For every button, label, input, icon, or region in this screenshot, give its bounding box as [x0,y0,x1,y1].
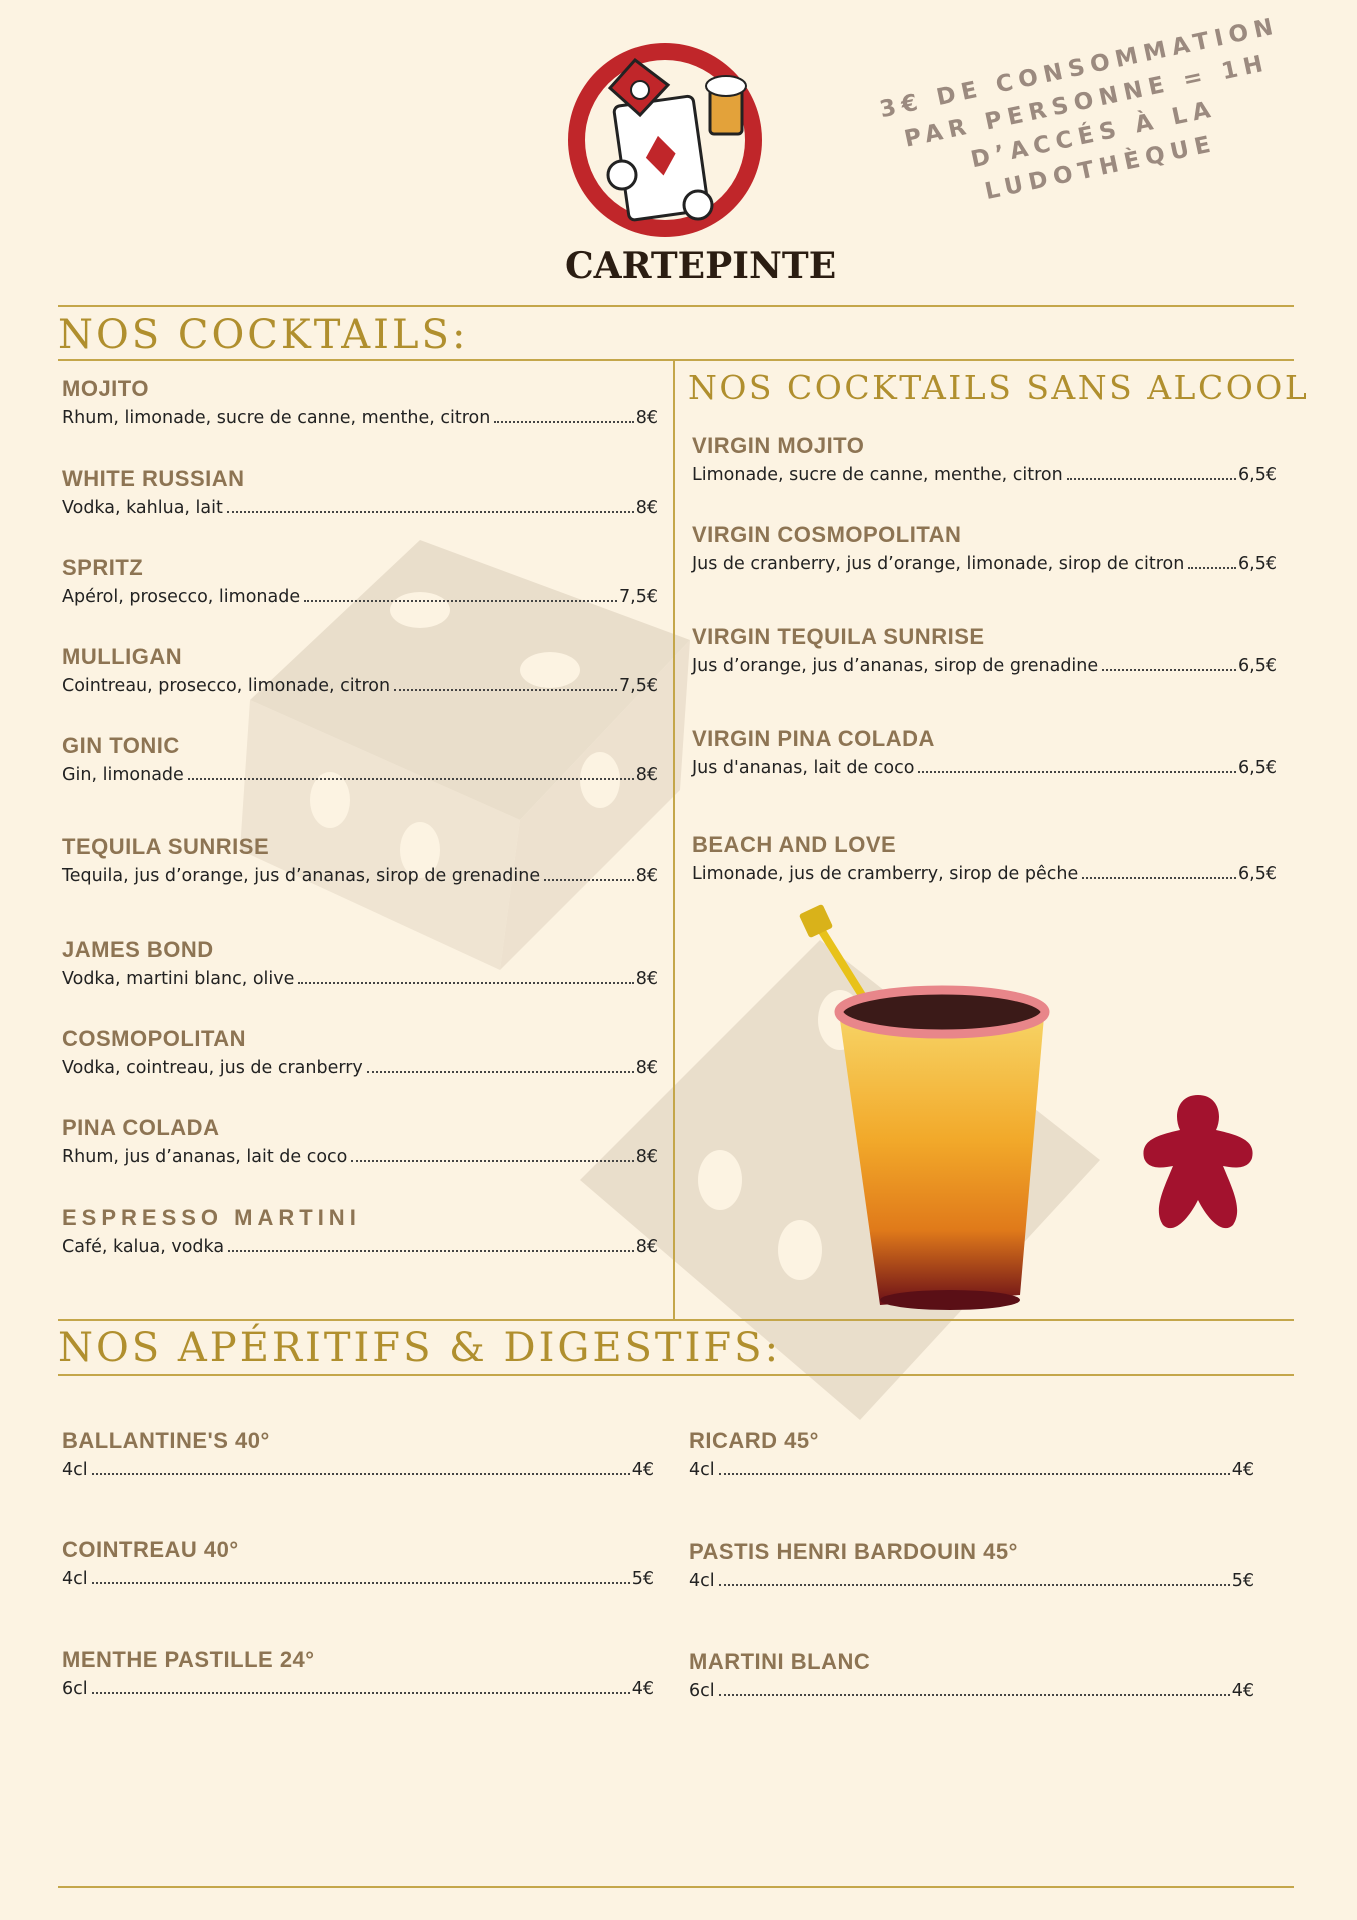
menu-item-line [62,1679,654,1699]
menu-item-name: JAMES BOND [62,937,214,962]
menu-item-line [62,1569,654,1589]
logo-brand-text: CARTEPINTE [565,245,837,287]
menu-item-price: 6,5€ [1238,864,1277,884]
menu-item-price: 4€ [1231,1460,1254,1480]
menu-item [692,624,1277,676]
menu-item-name: PASTIS HENRI BARDOUIN 45° [689,1539,1018,1564]
menu-item-line [62,587,658,607]
menu-item-description: 6cl [62,1679,88,1699]
menu-item-line [62,765,658,785]
menu-item [692,832,1277,884]
menu-item-line [62,1237,658,1257]
section-title-sans-alcool: NOS COCKTAILS SANS ALCOOL [688,368,1310,407]
dot-leader [719,1584,1230,1586]
menu-item [62,1026,658,1078]
menu-item-price: 8€ [635,1237,658,1257]
menu-item-name: GIN TONIC [62,733,180,758]
dot-leader [544,879,634,881]
menu-item-description: Jus de cranberry, jus d’orange, limonade, sirop de citron [692,554,1185,574]
menu-item-name: MARTINI BLANC [689,1649,871,1674]
dot-leader [367,1071,634,1073]
menu-item [692,433,1277,485]
menu-item-name: RICARD 45° [689,1428,819,1453]
dot-leader [1102,669,1236,671]
menu-item-name: ESPRESSO MARTINI [62,1205,361,1230]
menu-item-price: 6,5€ [1238,465,1277,485]
dot-leader [92,1473,630,1475]
dot-leader [351,1160,633,1162]
dot-leader [228,1250,634,1252]
dot-leader [719,1473,1230,1475]
menu-item-line [62,866,658,886]
menu-item-description: Vodka, kahlua, lait [62,498,223,518]
footer-divider [58,1886,1294,1888]
menu-item [692,522,1277,574]
menu-item-price: 4€ [1231,1681,1254,1701]
menu-item-name: MULLIGAN [62,644,183,669]
card-mascot-logo-icon [540,40,800,250]
menu-item-price: 6,5€ [1238,554,1277,574]
menu-item-name: MOJITO [62,376,149,401]
menu-item-description: Gin, limonade [62,765,184,785]
divider [58,359,1294,361]
section-title-aperitifs: NOS APÉRITIFS & DIGESTIFS: [58,1325,782,1371]
dot-leader [918,771,1236,773]
menu-item-name: VIRGIN TEQUILA SUNRISE [692,624,985,649]
menu-item-price: 5€ [1231,1571,1254,1591]
menu-item-price: 8€ [635,765,658,785]
menu-item-price: 7,5€ [619,676,658,696]
menu-item-description: Limonade, jus de cramberry, sirop de pêche [692,864,1079,884]
menu-item-description: Cointreau, prosecco, limonade, citron [62,676,391,696]
menu-item-description: Vodka, cointreau, jus de cranberry [62,1058,363,1078]
menu-item-name: PINA COLADA [62,1115,220,1140]
menu-item-price: 5€ [631,1569,654,1589]
menu-item-line [62,498,658,518]
menu-item-description: Tequila, jus d’orange, jus d’ananas, sirop de grenadine [62,866,541,886]
dot-leader [298,982,633,984]
promo-text: 3€ DE CONSOMMATION PAR PERSONNE = 1H D’ACCÉS À LA LUDOTHÈQUE [877,13,1282,206]
menu-item-name: TEQUILA SUNRISE [62,834,270,859]
menu-item-line [62,1460,654,1480]
menu-item-price: 4€ [631,1460,654,1480]
menu-item [62,1647,654,1699]
dot-leader [394,689,617,691]
menu-item [62,834,658,886]
menu-item [689,1649,1254,1701]
menu-item [692,726,1277,778]
menu-item-line [689,1681,1254,1701]
divider [58,1319,1294,1321]
logo [540,40,837,300]
menu-item-name: SPRITZ [62,555,144,580]
dot-leader [304,600,617,602]
menu-item-description: Vodka, martini blanc, olive [62,969,295,989]
menu-item-name: WHITE RUSSIAN [62,466,245,491]
section-title-cocktails: NOS COCKTAILS: [58,312,469,358]
menu-item-description: Rhum, limonade, sucre de canne, menthe, citron [62,408,491,428]
dot-leader [227,511,634,513]
menu-item-name: BALLANTINE'S 40° [62,1428,270,1453]
column-divider [673,361,675,1319]
menu-item-line [62,408,658,428]
menu-item [62,1115,658,1167]
menu-item-description: Jus d’orange, jus d’ananas, sirop de grenadine [692,656,1099,676]
menu-item-name: BEACH AND LOVE [692,832,897,857]
menu-item-price: 7,5€ [619,587,658,607]
menu-item-price: 8€ [635,408,658,428]
menu-item [62,376,658,428]
menu-item-description: Rhum, jus d’ananas, lait de coco [62,1147,348,1167]
dot-leader [719,1694,1230,1696]
menu-item-line [62,969,658,989]
menu-item [62,1428,654,1480]
menu-item [62,733,658,785]
menu-item-line [692,758,1277,778]
divider [58,305,1294,307]
cocktail-glass-image [795,900,1065,1320]
menu-item-name: COSMOPOLITAN [62,1026,247,1051]
menu-item-line [62,676,658,696]
menu-item [62,555,658,607]
dot-leader [1188,567,1236,569]
menu-item-name: COINTREAU 40° [62,1537,239,1562]
dot-leader [1067,478,1236,480]
menu-item-line [692,554,1277,574]
menu-item-price: 8€ [635,1058,658,1078]
menu-item [62,937,658,989]
menu-item-price: 4€ [631,1679,654,1699]
dot-leader [92,1692,630,1694]
menu-item-name: VIRGIN PINA COLADA [692,726,935,751]
divider [58,1374,1294,1376]
menu-item-line [692,864,1277,884]
menu-item-name: VIRGIN COSMOPOLITAN [692,522,962,547]
menu-item [62,644,658,696]
menu-item-description: 4cl [62,1569,88,1589]
menu-item [62,466,658,518]
menu-item-line [62,1147,658,1167]
menu-item-line [692,656,1277,676]
menu-item-line [62,1058,658,1078]
menu-item-description: 4cl [689,1460,715,1480]
menu-item-description: 4cl [689,1571,715,1591]
menu-item-price: 8€ [635,866,658,886]
dot-leader [92,1582,630,1584]
menu-item-price: 8€ [635,969,658,989]
menu-item [62,1205,658,1257]
menu-item-price: 8€ [635,498,658,518]
dot-leader [1082,877,1236,879]
dot-leader [188,778,634,780]
menu-item-description: Apérol, prosecco, limonade [62,587,301,607]
menu-item-description: Limonade, sucre de canne, menthe, citron [692,465,1063,485]
menu-item [689,1539,1254,1591]
menu-item-line [689,1460,1254,1480]
menu-item [62,1537,654,1589]
menu-item-description: 4cl [62,1460,88,1480]
menu-item-line [689,1571,1254,1591]
meeple-icon [1138,1090,1258,1240]
menu-item-description: Jus d'ananas, lait de coco [692,758,915,778]
menu-item-line [692,465,1277,485]
menu-item-name: MENTHE PASTILLE 24° [62,1647,315,1672]
menu-item-price: 6,5€ [1238,656,1277,676]
menu-item-description: Café, kalua, vodka [62,1237,225,1257]
menu-item-price: 8€ [635,1147,658,1167]
menu-item-price: 6,5€ [1238,758,1277,778]
menu-item-name: VIRGIN MOJITO [692,433,865,458]
menu-item-description: 6cl [689,1681,715,1701]
menu-item [689,1428,1254,1480]
dot-leader [494,421,633,423]
